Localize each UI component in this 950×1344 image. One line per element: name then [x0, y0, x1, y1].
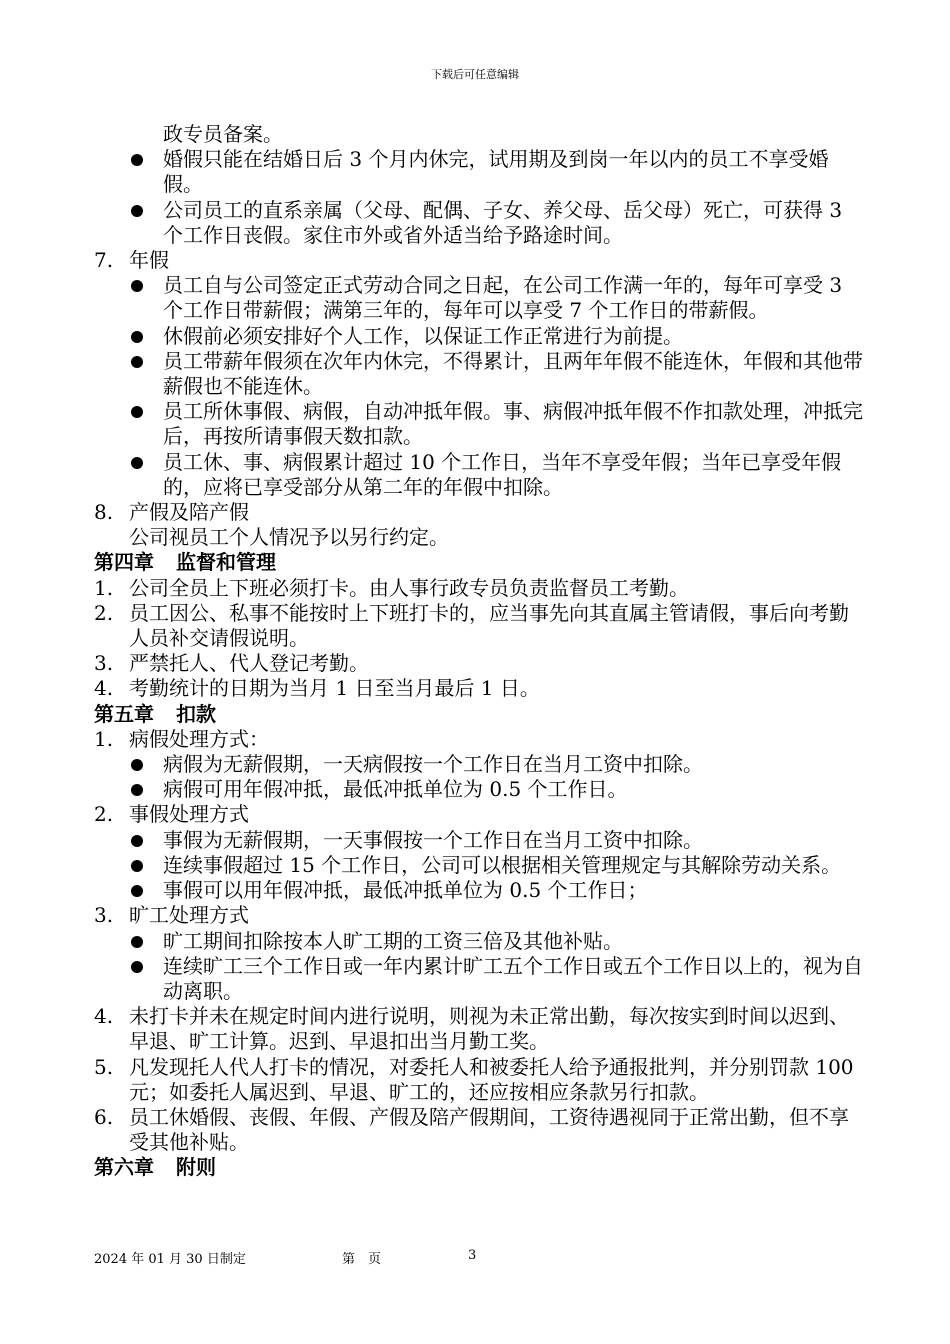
- footer-date: 2024 年 01 月 30 日制定: [94, 1252, 246, 1267]
- bullet-icon: [131, 457, 143, 469]
- text-line: 政专员备案。: [163, 122, 283, 146]
- bullet-item: 病假可用年假冲抵，最低冲抵单位为 0.5 个工作日。: [94, 777, 864, 802]
- bullet-item: 旷工期间扣除按本人旷工期的工资三倍及其他补贴。: [94, 929, 864, 954]
- bullet-item: 员工所休事假、病假，自动冲抵年假。事、病假冲抵年假不作扣款处理，冲抵完后，再按所请事假天数扣款。: [94, 399, 864, 449]
- bullet-item: 婚假只能在结婚日后 3 个月内休完，试用期及到岗一年以内的员工不享受婚假。: [94, 147, 864, 197]
- bullet-icon: [131, 205, 143, 217]
- numbered-item: 2. 事假处理方式: [94, 802, 249, 827]
- bullet-item: 病假为无薪假期，一天病假按一个工作日在当月工资中扣除。: [94, 752, 864, 777]
- numbered-item: 4. 考勤统计的日期为当月 1 日至当月最后 1 日。: [94, 676, 540, 701]
- chapter-heading: 第四章 监督和管理: [94, 550, 276, 575]
- bullet-item: 员工休、事、病假累计超过 10 个工作日，当年不享受年假；当年已享受年假的，应将已享受部分从第二年的年假中扣除。: [94, 450, 864, 500]
- bullet-icon: [131, 835, 143, 847]
- footer-page-number: 3: [468, 1248, 477, 1263]
- bullet-item: 公司员工的直系亲属（父母、配偶、子女、养父母、岳父母）死亡，可获得 3 个工作日丧假。家住市外或省外适当给予路途时间。: [94, 198, 864, 248]
- text-line: 公司视员工个人情况予以另行约定。: [129, 525, 449, 550]
- numbered-item: 6. 员工休婚假、丧假、年假、产假及陪产假期间，工资待遇视同于正常出勤，但不享受其他补贴。: [94, 1104, 849, 1155]
- numbered-item: 3. 旷工处理方式: [94, 903, 249, 928]
- numbered-item: 3. 严禁托人、代人登记考勤。: [94, 651, 369, 676]
- numbered-item: 2. 员工因公、私事不能按时上下班打卡的，应当事先向其直属主管请假，事后向考勤人员补交请假说明。: [94, 600, 849, 651]
- numbered-item: 1. 公司全员上下班必须打卡。由人事行政专员负责监督员工考勤。: [94, 575, 689, 600]
- bullet-item: 员工带薪年假须在次年内休完，不得累计，且两年年假不能连休，年假和其他带薪假也不能连休。: [94, 349, 864, 399]
- bullet-item: 事假可以用年假冲抵，最低冲抵单位为 0.5 个工作日；: [94, 878, 864, 903]
- page-header: 下载后可任意编辑: [431, 68, 519, 81]
- bullet-item: 员工自与公司签定正式劳动合同之日起，在公司工作满一年的，每年可享受 3 个工作日带薪假；满第三年的，每年可以享受 7 个工作日的带薪假。: [94, 273, 864, 323]
- numbered-item: 1. 病假处理方式：: [94, 726, 269, 751]
- chapter-heading: 第六章 附则: [94, 1155, 216, 1180]
- chapter-heading: 第五章 扣款: [94, 701, 216, 726]
- numbered-item: 4. 未打卡并未在规定时间内进行说明，则视为未正常出勤，每次按实到时间以迟到、早退、旷工计算。迟到、早退扣出当月勤工奖。: [94, 1004, 849, 1054]
- numbered-item: 5. 凡发现托人代人打卡的情况，对委托人和被委托人给予通报批判，并分别罚款 100 元；如委托人属迟到、早退、旷工的，还应按相应条款另行扣款。: [94, 1054, 854, 1104]
- bullet-icon: [131, 331, 143, 343]
- bullet-icon: [131, 936, 143, 948]
- bullet-icon: [131, 860, 143, 872]
- bullet-icon: [131, 759, 143, 771]
- bullet-icon: [131, 885, 143, 897]
- bullet-item: 事假为无薪假期，一天事假按一个工作日在当月工资中扣除。: [94, 828, 864, 853]
- numbered-item: 8. 产假及陪产假: [94, 500, 249, 525]
- document-body: [94, 122, 864, 1181]
- bullet-icon: [131, 961, 143, 973]
- bullet-icon: [131, 356, 143, 368]
- numbered-item: 7. 年假: [94, 248, 169, 273]
- footer-page-label: 第 页: [342, 1252, 382, 1267]
- bullet-item: 连续事假超过 15 个工作日，公司可以根据相关管理规定与其解除劳动关系。: [94, 853, 864, 878]
- bullet-item: 休假前必须安排好个人工作，以保证工作正常进行为前提。: [94, 324, 864, 349]
- bullet-item: 连续旷工三个工作日或一年内累计旷工五个工作日或五个工作日以上的，视为自动离职。: [94, 954, 864, 1004]
